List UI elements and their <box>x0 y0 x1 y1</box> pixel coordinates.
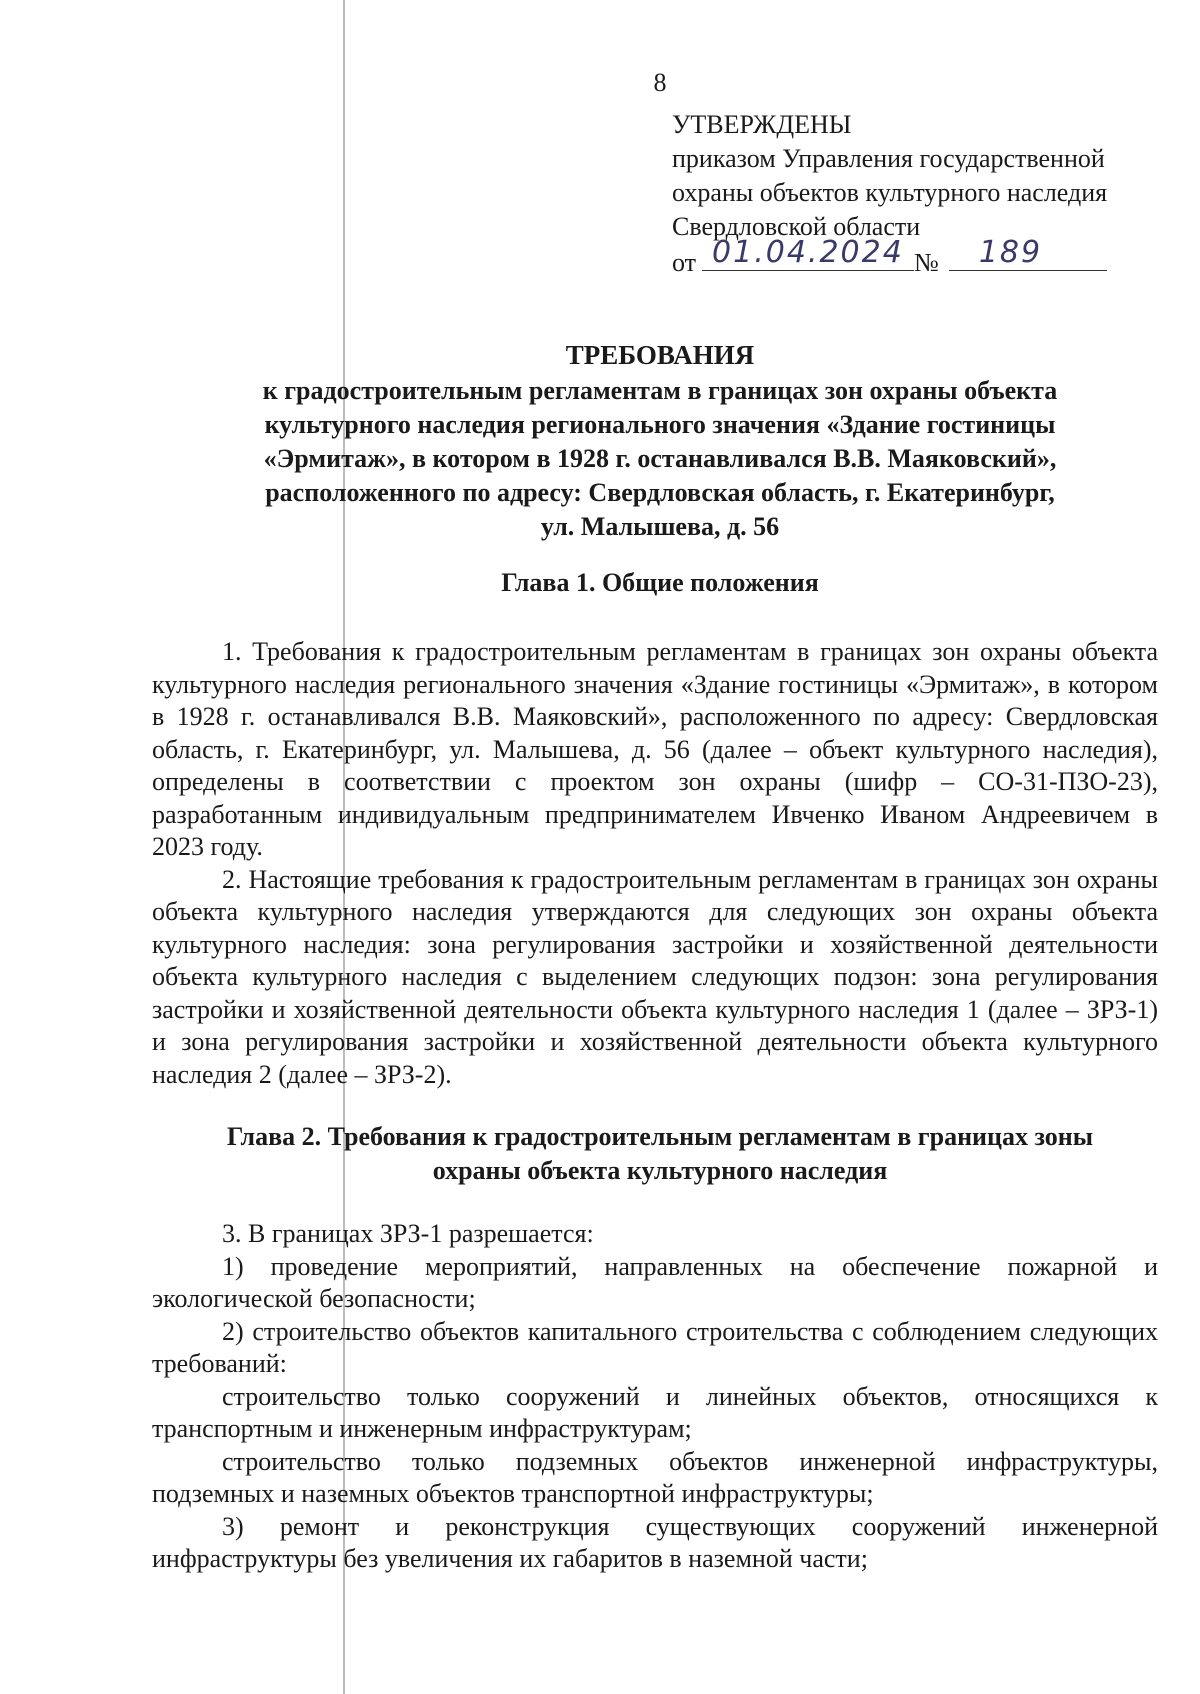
handwritten-date: 01.04.2024 <box>712 235 904 270</box>
paragraph: 1. Требования к градостроительным регламентам в границах зон охраны объекта культурного наследия регионального значения «Здание гостиницы «Эрмитаж», в котором в 1928 г. останавливался В.В. Маяковский», расположенного по адресу: Свердловская область, г. Екатеринбург, ул. Малышева, д. 56 (далее – объект культурного наследия), определены в соответствии с проектом зон охраны (шифр – СО-31-ПЗО-23), разработанным индивидуальным предпринимателем Ивченко Иваном Андреевичем в 2023 году. <box>152 637 1158 861</box>
subtitle-line: расположенного по адресу: Свердловская область, г. Екатеринбург, <box>265 478 1055 507</box>
paragraph: 3) ремонт и реконструкция существующих сооружений инженерной инфраструктуры без увеличения их габаритов в наземной части; <box>152 1511 1158 1573</box>
paragraph: 2. Настоящие требования к градостроительным регламентам в границах зон охраны объекта культурного наследия утверждаются для следующих зон охраны объекта культурного наследия: зона регулирования застройки и хозяйственной деятельности объекта культурного наследия с выделением следующих подзон: зона регулирования застройки и хозяйственной деятельности объекта культурного наследия 1 (далее – ЗРЗ-1) и зона регулирования застройки и хозяйственной деятельности объекта культурного наследия 2 (далее – ЗРЗ-2). <box>152 864 1158 1089</box>
approval-line: приказом Управления государственной <box>672 144 1105 173</box>
paragraph: строительство только подземных объектов инженерной инфраструктуры, подземных и наземных объектов транспортной инфраструктуры; <box>152 1446 1158 1508</box>
paragraph: строительство только сооружений и линейных объектов, относящихся к транспортным и инженерным инфраструктурам; <box>152 1381 1158 1443</box>
chapter-1-heading: Глава 1. Общие положения <box>501 568 819 597</box>
chapter-2-heading <box>150 1120 1170 1188</box>
chapter-2-body <box>152 1218 1158 1576</box>
paragraph: 3. В границах ЗРЗ-1 разрешается: <box>222 1219 594 1248</box>
handwritten-number: 189 <box>978 235 1043 270</box>
document-title: ТРЕБОВАНИЯ <box>565 340 755 370</box>
approval-line: Свердловской области <box>672 212 921 241</box>
chapter-2-heading-line: Глава 2. Требования к градостроительным регламентам в границах зоны <box>226 1122 1094 1151</box>
page-number: 8 <box>653 68 667 97</box>
date-blank <box>702 235 914 271</box>
approval-date-number-line <box>672 235 1107 280</box>
date-prefix: от <box>672 248 697 277</box>
chapter-1-body <box>152 636 1158 1091</box>
paragraph: 1) проведение мероприятий, направленных на обеспечение пожарной и экологической безопасности; <box>152 1251 1158 1313</box>
paragraph: 2) строительство объектов капитального строительства с соблюдением следующих требований: <box>152 1316 1158 1378</box>
subtitle-line: культурного наследия регионального значения «Здание гостиницы <box>264 410 1056 439</box>
approval-heading: УТВЕРЖДЕНЫ <box>672 110 852 139</box>
subtitle-line: ул. Малышева, д. 56 <box>540 512 780 541</box>
number-blank <box>949 235 1107 271</box>
subtitle-line: к градостроительным регламентам в границах зон охраны объекта <box>262 376 1058 405</box>
subtitle-line: «Эрмитаж», в котором в 1928 г. останавливался В.В. Маяковский», <box>263 444 1057 473</box>
document-subtitle <box>150 374 1170 544</box>
chapter-2-heading-line: охраны объекта культурного наследия <box>432 1156 888 1185</box>
approval-block <box>672 108 1107 280</box>
approval-line: охраны объектов культурного наследия <box>672 178 1108 207</box>
number-prefix: № <box>914 248 939 277</box>
